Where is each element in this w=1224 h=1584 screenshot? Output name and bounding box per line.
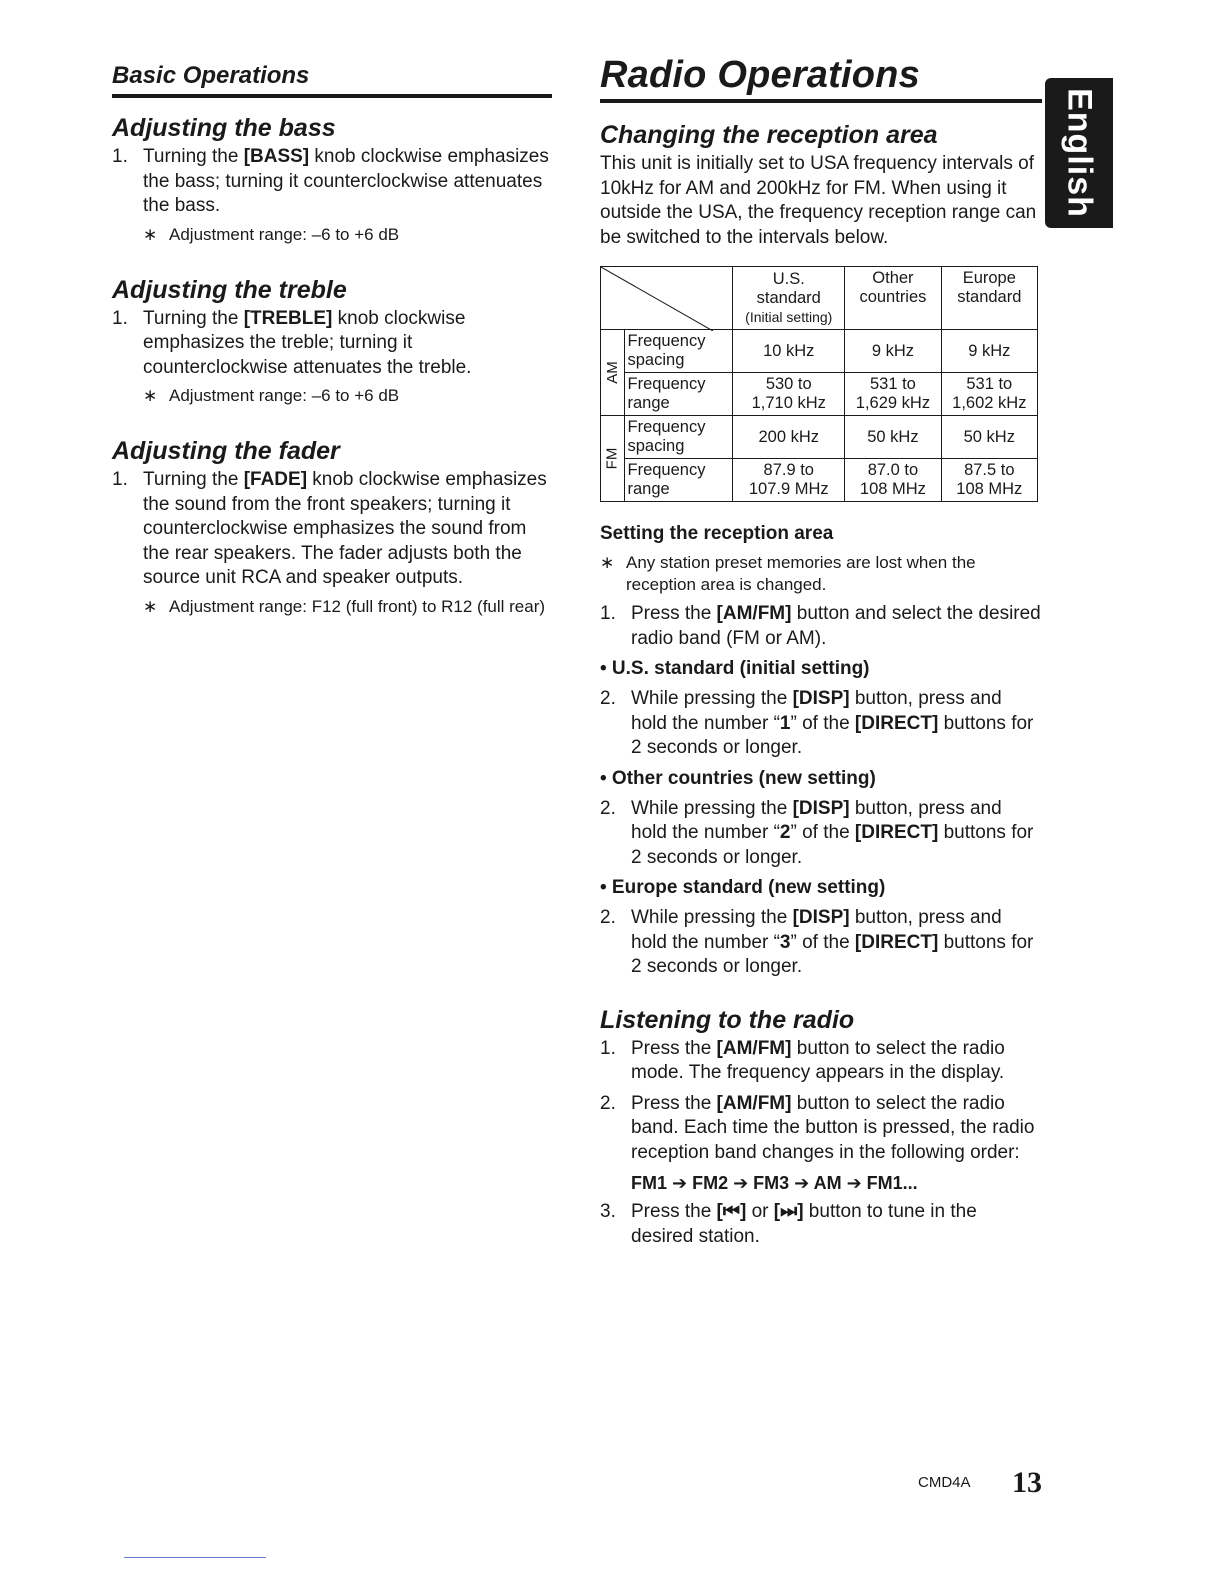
- band-sequence: FM1 ➔ FM2 ➔ FM3 ➔ AM ➔ FM1...: [631, 1173, 918, 1193]
- fader-note: ∗ Adjustment range: F12 (full front) to R12 (full rear): [143, 596, 546, 616]
- table-corner-cell: [601, 267, 733, 330]
- table-row-am-spacing: AM Frequency spacing 10 kHz 9 kHz 9 kHz: [601, 330, 1038, 373]
- treble-section: [112, 276, 552, 408]
- cell: 10 kHz: [733, 330, 845, 373]
- other-countries-step: 2. While pressing the [DISP] button, press and hold the number “2” of the [DIRECT] buttons for 2 seconds or longer.: [600, 797, 1034, 868]
- setting-title: Setting the reception area: [600, 523, 834, 544]
- bass-heading: Adjusting the bass: [112, 114, 336, 142]
- bass-step: 1. Turning the [BASS] knob clockwise emphasizes the bass; turning it counterclockwise attenuates the bass.: [112, 146, 549, 216]
- europe-standard-title: • Europe standard (new setting): [600, 877, 886, 898]
- reception-intro: This unit is initially set to USA frequency intervals of 10kHz for AM and 200kHz for FM. When using it outside the USA, the frequency reception range can be switched to the intervals below.: [600, 153, 1037, 248]
- cell: 200 kHz: [733, 416, 845, 459]
- cell: 50 kHz: [941, 416, 1037, 459]
- left-column: [112, 62, 552, 618]
- footer-rule: [124, 1557, 266, 1558]
- seek-down-icon: [⏮]: [716, 1201, 747, 1222]
- fader-section: [112, 437, 552, 618]
- frequency-table: [600, 266, 1038, 502]
- bass-section: [112, 114, 552, 246]
- table-row-fm-range: Frequency range 87.9 to 107.9 MHz 87.0 to 108 MHz 87.5 to 108 MHz: [601, 459, 1038, 502]
- band-label-am: AM: [601, 330, 625, 416]
- listening-heading: Listening to the radio: [600, 1005, 855, 1034]
- table-header-row: [601, 267, 1038, 330]
- col-europe-standard: Europe standard: [941, 267, 1037, 330]
- section-title-radio-operations: Radio Operations: [600, 54, 1042, 103]
- fader-step: 1. Turning the [FADE] knob clockwise emphasizes the sound from the front speakers; turning it counterclockwise emphasizes the sound from the rear speakers. The fader adjusts both the source unit RCA and speaker outputs.: [112, 469, 547, 588]
- us-standard-title: • U.S. standard (initial setting): [600, 658, 870, 679]
- col-us-standard: U.S. standard (Initial setting): [733, 267, 845, 330]
- seek-up-icon: [⏭]: [773, 1201, 804, 1222]
- cell: 9 kHz: [941, 330, 1037, 373]
- cell: 530 to 1,710 kHz: [733, 373, 845, 416]
- reception-heading: Changing the reception area: [600, 121, 938, 149]
- cell: 87.0 to 108 MHz: [845, 459, 941, 502]
- section-title-basic-operations: Basic Operations: [112, 62, 552, 98]
- cell: 87.5 to 108 MHz: [941, 459, 1037, 502]
- other-countries-title: • Other countries (new setting): [600, 767, 876, 789]
- treble-note: ∗ Adjustment range: –6 to +6 dB: [143, 386, 400, 405]
- listening-section: [600, 1006, 1042, 1250]
- corner-diagonal: [601, 267, 713, 331]
- band-label-fm: FM: [601, 416, 625, 502]
- language-tab: [1045, 78, 1113, 228]
- page-number: 13: [1012, 1466, 1042, 1499]
- listening-step-3: 3. Press the [⏮] or [⏭] button to tune in the desired station.: [600, 1201, 977, 1247]
- table-row-fm-spacing: FM Frequency spacing 200 kHz 50 kHz 50 kHz: [601, 416, 1038, 459]
- cell: 531 to 1,602 kHz: [941, 373, 1037, 416]
- bass-note: ∗ Adjustment range: –6 to +6 dB: [143, 224, 400, 244]
- language-tab-label: English: [1060, 88, 1099, 218]
- us-standard-step: 2. While pressing the [DISP] button, press and hold the number “1” of the [DIRECT] buttons for 2 seconds or longer.: [600, 688, 1034, 758]
- treble-step: 1. Turning the [TREBLE] knob clockwise emphasizes the treble; turning it counterclockwise attenuates the treble.: [112, 307, 472, 378]
- cell: 87.9 to 107.9 MHz: [733, 459, 845, 502]
- cell: 50 kHz: [845, 416, 941, 459]
- right-column: [600, 54, 1042, 1249]
- europe-standard-step: 2. While pressing the [DISP] button, press and hold the number “3” of the [DIRECT] buttons for 2 seconds or longer.: [600, 907, 1034, 977]
- cell: 531 to 1,629 kHz: [845, 373, 941, 416]
- model-number: CMD4A: [918, 1474, 971, 1491]
- setting-step-1: 1. Press the [AM/FM] button and select the desired radio band (FM or AM).: [600, 603, 1041, 649]
- listening-step-2: 2. Press the [AM/FM] button to select the radio band. Each time the button is pressed, the radio reception band changes in the following order:: [600, 1092, 1035, 1163]
- reception-section: [600, 121, 1042, 980]
- treble-heading: Adjusting the treble: [112, 275, 347, 304]
- cell: 9 kHz: [845, 330, 941, 373]
- table-row-am-range: Frequency range 530 to 1,710 kHz 531 to 1,629 kHz 531 to 1,602 kHz: [601, 373, 1038, 416]
- listening-step-1: 1. Press the [AM/FM] button to select the radio mode. The frequency appears in the display.: [600, 1037, 1005, 1083]
- fader-heading: Adjusting the fader: [112, 437, 340, 465]
- setting-note: ∗ Any station preset memories are lost when the reception area is changed.: [600, 553, 976, 594]
- col-other-countries: Other countries: [845, 267, 941, 330]
